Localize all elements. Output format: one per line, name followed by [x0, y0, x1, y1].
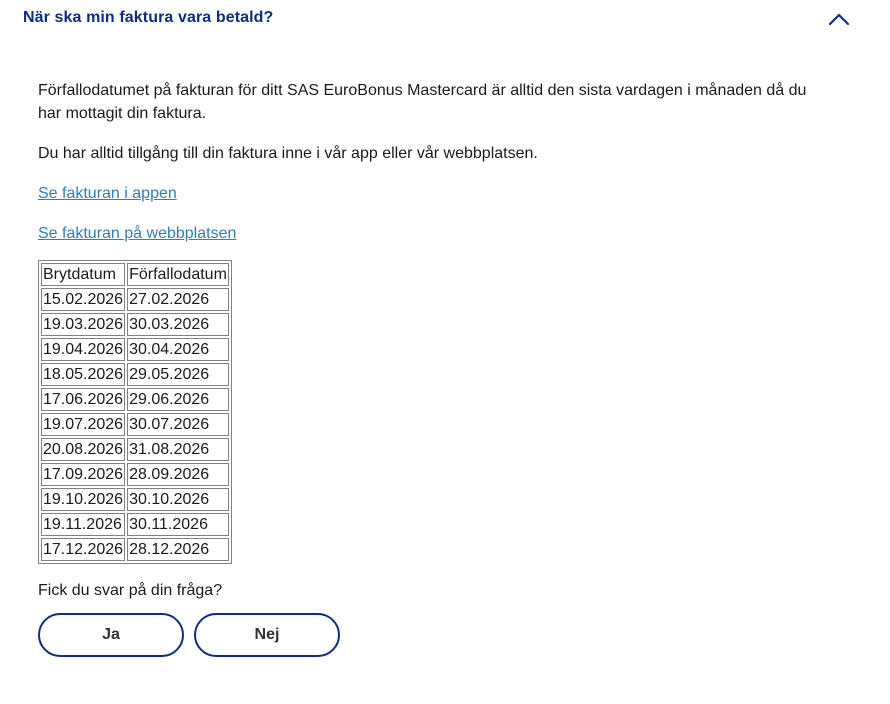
cutoff-date-cell: 19.07.2026	[41, 413, 125, 436]
cutoff-date-cell: 19.04.2026	[41, 338, 125, 361]
column-header-cutoff-date: Brytdatum	[41, 263, 125, 286]
cutoff-date-cell: 17.06.2026	[41, 388, 125, 411]
faq-answer	[38, 79, 838, 657]
table-row	[41, 538, 229, 561]
due-date-cell: 30.10.2026	[127, 488, 229, 511]
cutoff-date-cell: 20.08.2026	[41, 438, 125, 461]
feedback-no-button[interactable]: Nej	[194, 613, 340, 657]
feedback-question: Fick du svar på din fråga?	[38, 582, 223, 599]
due-date-cell: 27.02.2026	[127, 288, 229, 311]
due-date-cell: 28.12.2026	[127, 538, 229, 561]
cutoff-date-cell: 19.11.2026	[41, 513, 125, 536]
table-row	[41, 313, 229, 336]
due-date-table	[38, 260, 232, 564]
link-invoice-in-app[interactable]: Se fakturan i appen	[38, 185, 177, 202]
feedback-yes-button[interactable]: Ja	[38, 613, 184, 657]
due-date-cell: 29.05.2026	[127, 363, 229, 386]
cutoff-date-cell: 15.02.2026	[41, 288, 125, 311]
due-date-cell: 28.09.2026	[127, 463, 229, 486]
table-row	[41, 288, 229, 311]
answer-paragraph-access: Du har alltid tillgång till din faktura inne i vår app eller vår webbplatsen.	[38, 145, 538, 162]
due-date-cell: 31.08.2026	[127, 438, 229, 461]
table-row	[41, 438, 229, 461]
table-row	[41, 488, 229, 511]
due-date-cell: 30.03.2026	[127, 313, 229, 336]
cutoff-date-cell: 17.12.2026	[41, 538, 125, 561]
table-row	[41, 513, 229, 536]
table-row	[41, 363, 229, 386]
column-header-due-date: Förfallodatum	[127, 263, 229, 286]
table-header-row	[41, 263, 229, 286]
cutoff-date-cell: 19.03.2026	[41, 313, 125, 336]
link-invoice-on-website[interactable]: Se fakturan på webbplatsen	[38, 225, 237, 242]
table-row	[41, 413, 229, 436]
faq-question: När ska min faktura vara betald?	[23, 9, 274, 26]
faq-header[interactable]	[0, 0, 890, 40]
answer-paragraph-due-date: Förfallodatumet på fakturan för ditt SAS EuroBonus Mastercard är alltid den sista vardagen i månaden då du har mottagit din faktura.	[38, 82, 807, 122]
due-date-cell: 30.07.2026	[127, 413, 229, 436]
chevron-up-icon[interactable]	[827, 10, 851, 28]
table-row	[41, 388, 229, 411]
due-date-cell: 29.06.2026	[127, 388, 229, 411]
feedback-buttons	[38, 613, 838, 657]
due-date-cell: 30.04.2026	[127, 338, 229, 361]
table-row	[41, 463, 229, 486]
table-row	[41, 338, 229, 361]
cutoff-date-cell: 17.09.2026	[41, 463, 125, 486]
due-date-cell: 30.11.2026	[127, 513, 229, 536]
cutoff-date-cell: 18.05.2026	[41, 363, 125, 386]
cutoff-date-cell: 19.10.2026	[41, 488, 125, 511]
